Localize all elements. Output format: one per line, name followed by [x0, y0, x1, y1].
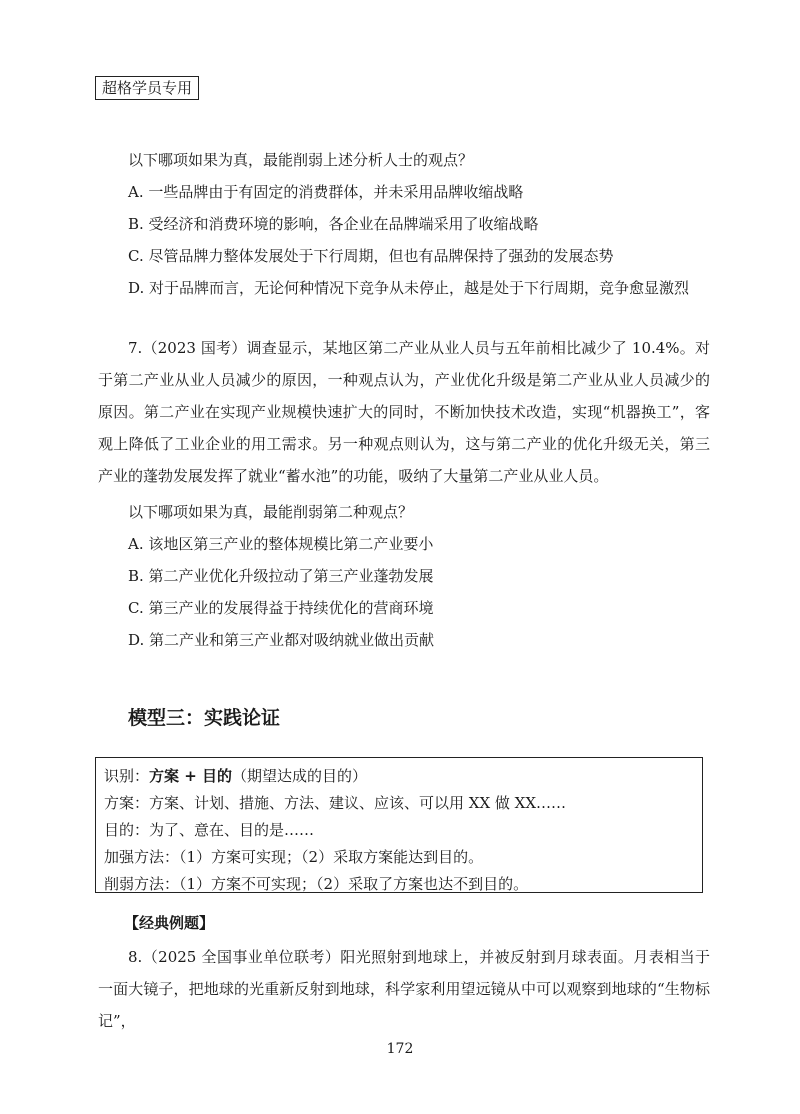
- question7-option-a: A. 该地区第三产业的整体规模比第二产业要小: [128, 535, 434, 553]
- weaken-line: 削弱方法：（1）方案不可实现；（2）采取了方案也达不到目的。: [104, 875, 529, 893]
- identify-rest: （期望达成的目的）: [232, 767, 368, 785]
- identify-label: 识别：: [104, 767, 150, 785]
- plan-line: 方案：方案、计划、措施、方法、建议、应该、可以用 XX 做 XX……: [104, 794, 567, 812]
- question6-option-d: D. 对于品牌而言，无论何种情况下竞争从未停止，越是处于下行周期，竞争愈显激烈: [128, 279, 690, 297]
- question6-option-a: A. 一些品牌由于有固定的消费群体，并未采用品牌收缩战略: [128, 183, 524, 201]
- example-title: 【经典例题】: [124, 914, 215, 932]
- question6-prompt: 以下哪项如果为真，最能削弱上述分析人士的观点？: [128, 151, 474, 169]
- section-title: 模型三：实践论证: [128, 707, 281, 729]
- question7-option-b: B. 第二产业优化升级拉动了第三产业蓬勃发展: [128, 567, 434, 585]
- summary-box: [95, 757, 703, 893]
- question6-option-c: C. 尽管品牌力整体发展处于下行周期，但也有品牌保持了强劲的发展态势: [128, 247, 614, 265]
- student-only-stamp: 超格学员专用: [95, 76, 199, 100]
- question8-stem: 8.（2025 全国事业单位联考）阳光照射到地球上，并被反射到月球表面。月表相当于一面大镜子，把地球的光重新反射到地球，科学家利用望远镜从中可以观察到地球的“生物标记”，: [98, 948, 710, 1030]
- question7-option-d: D. 第二产业和第三产业都对吸纳就业做出贡献: [128, 631, 435, 649]
- question7-stem: 7.（2023 国考）调查显示，某地区第二产业从业人员与五年前相比减少了 10.4%。对于第二产业从业人员减少的原因，一种观点认为，产业优化升级是第二产业从业人员减少的原因。第二产业在实现产业规模快速扩大的同时，不断加快技术改造，实现“机器换工”，客观上降低了工业企业的用工需求。另一种观点则认为，这与第二产业的优化升级无关，第三产业的蓬勃发展发挥了就业“蓄水池”的功能，吸纳了大量第二产业从业人员。: [98, 339, 710, 485]
- question7-option-c: C. 第三产业的发展得益于持续优化的营商环境: [128, 599, 434, 617]
- strengthen-line: 加强方法：（1）方案可实现；（2）采取方案能达到目的。: [104, 848, 484, 866]
- question6-option-b: B. 受经济和消费环境的影响，各企业在品牌端采用了收缩战略: [128, 215, 539, 233]
- page-number: 172: [386, 1041, 414, 1057]
- identify-line: [104, 766, 367, 786]
- goal-line: 目的：为了、意在、目的是……: [104, 821, 315, 839]
- identify-bold: 方案 + 目的: [149, 767, 233, 785]
- question7-prompt: 以下哪项如果为真，最能削弱第二种观点？: [128, 503, 414, 521]
